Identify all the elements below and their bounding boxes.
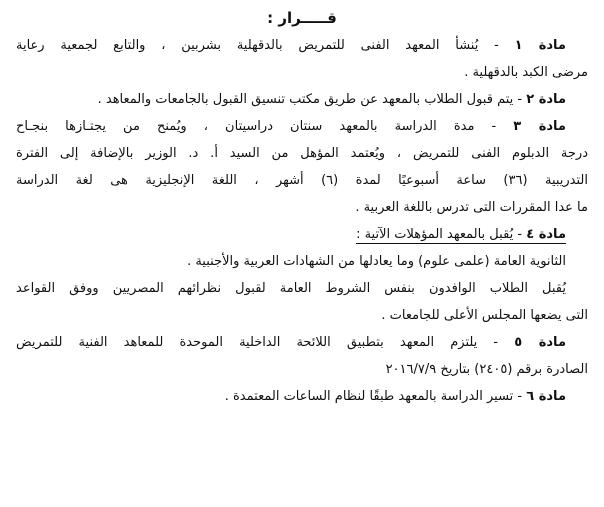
article-1-line-1 xyxy=(16,32,588,59)
article-2-text-1: يتم قبول الطلاب بالمعهد عن طريق مكتب تنسيق القبول بالجامعات والمعاهد . xyxy=(97,92,514,107)
article-6-line-1 xyxy=(16,383,588,410)
article-4-label: مادة ٤ xyxy=(526,227,566,242)
article-5 xyxy=(16,329,588,383)
article-3-line-3: التدريبية (٣٦) ساعة أسبوعيًا لمدة (٦) أشهر ، اللغة الإنجليزية هى لغة الدراسة xyxy=(16,173,589,188)
article-5-line-2: الصادرة برقم (٢٤٠٥) بتاريخ ٢٠١٦/٧/٩ xyxy=(385,362,588,377)
article-4 xyxy=(16,221,588,329)
article-3-line-1 xyxy=(16,113,588,140)
decree-title: قـــــرار : xyxy=(267,9,337,27)
article-4-line-4: التى يضعها المجلس الأعلى للجامعات . xyxy=(381,308,588,323)
article-3-text-1: مدة الدراسة بالمعهد سنتان دراسيتان ، ويُمنح من يجتـازها بنجـاح xyxy=(16,119,475,134)
article-6-text-1: تسير الدراسة بالمعهد طبقًا لنظام الساعات المعتمدة . xyxy=(224,389,514,404)
article-4-line-3: يُقبل الطلاب الوافدون بنفس الشروط العامة لقبول نظرائهم المصريين ووفق القواعد xyxy=(16,281,566,296)
article-5-text-1: يلتزم المعهد بتطبيق اللائحة الداخلية الموحدة للمعاهد الفنية للتمريض xyxy=(16,335,478,350)
article-2-line-1 xyxy=(16,86,588,113)
article-1-text-1: يُنشأ المعهد الفنى للتمريض بالدقهلية بشربين ، والتابع لجمعية رعاية xyxy=(16,38,479,53)
article-4-text-1: يُقبل بالمعهد المؤهلات الآتية : xyxy=(356,227,514,242)
article-5-line-1 xyxy=(16,329,588,356)
article-2 xyxy=(16,86,588,113)
article-3-label: مادة ٣ xyxy=(513,119,566,134)
article-5-label: مادة ٥ xyxy=(514,335,566,350)
article-4-heading xyxy=(356,227,566,244)
article-3-separator: - xyxy=(474,119,514,134)
article-6-label: مادة ٦ xyxy=(526,389,566,404)
article-1-separator: - xyxy=(478,38,515,53)
article-4-line-1 xyxy=(16,221,588,248)
article-4-line-2: الثانوية العامة (علمى علوم) وما يعادلها من الشهادات العربية والأجنبية . xyxy=(187,254,566,269)
article-4-separator: - xyxy=(513,227,527,242)
article-6 xyxy=(16,383,588,410)
article-1-line-2: مرضى الكبد بالدقهلية . xyxy=(464,65,588,80)
article-6-separator: - xyxy=(513,389,527,404)
article-2-separator: - xyxy=(513,92,527,107)
article-3 xyxy=(16,113,588,221)
article-3-line-2: درجة الدبلوم الفنى للتمريض ، ويُعتمد المؤهل من السيد أ. د. الوزير بالإضافة إلى الفترة xyxy=(16,146,588,161)
article-1-label: مادة ١ xyxy=(514,38,566,53)
article-3-line-4: ما عدا المقررات التى تدرس باللغة العربية . xyxy=(355,200,588,215)
article-1 xyxy=(16,32,588,86)
article-5-separator: - xyxy=(477,335,515,350)
article-2-label: مادة ٢ xyxy=(526,92,566,107)
